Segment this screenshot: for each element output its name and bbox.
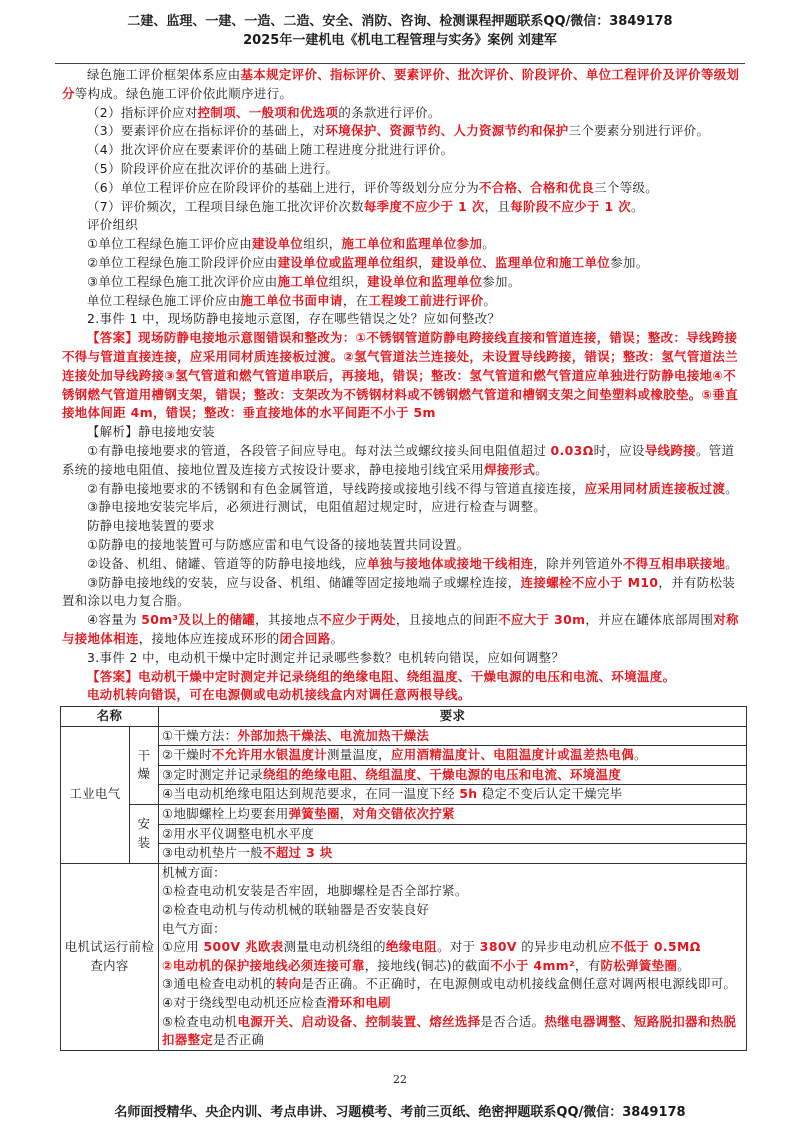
device-1: ①防静电的接地装置可与防感应雷和电气设备的接地装置共同设置。 — [87, 536, 470, 552]
analysis-3: ③静电接地安装完毕后，必须进行测试，电阻值超过规定时，应进行检查与调整。 — [87, 499, 547, 515]
org-title: 评价组织 — [87, 217, 139, 233]
elec-1: ①应用 500V 兆欧表测量电动机绕组的绝缘电阻。对于 380V 的异步电动机应不低于 0.5MΩ — [162, 939, 701, 955]
item-7: （7）评价频次，工程项目绿色施工批次评价次数每季度不应少于 1 次，且每阶段不应少于 1 次。 — [87, 198, 644, 214]
group-motor-precheck: 电机试运行前检查内容 — [61, 863, 159, 1050]
paragraph-framework: 绿色施工评价框架体系应由基本规定评价、指标评价、要素评价、批次评价、阶段评价、单位工程评价及评价等级划分等构成。绿色施工评价依此顺序进行。 — [62, 67, 740, 101]
header-line-1: 二建、监理、一建、一造、二造、安全、消防、咨询、检测课程押题联系QQ/微信：3849178 — [127, 14, 673, 29]
device-4: ④容量为 50m³及以上的储罐，其接地点不应少于两处，且接地点的间距不应大于 30m，并应在罐体底部周围对称与接地体相连，接地体应连接成环形的闭合回路。 — [62, 612, 739, 646]
analysis-2: ②有静电接地要求的不锈钢和有色金属管道，导线跨接或接地引线不得与管道直接连接，应采用同材质连接板过渡。 — [87, 480, 739, 496]
dry-4: ④当电动机绝缘电阻达到规范要求，在同一温度下经 5h 稳定不变后认定干燥完毕 — [159, 785, 747, 805]
question-2: 2.事件 1 中，现场防静电接地示意图，存在哪些错误之处？应如何整改？ — [87, 311, 501, 327]
answer-3-turn: 电动机转向错误，可在电源侧或电动机接线盒内对调任意两根导线。 — [87, 687, 471, 703]
header-line-2: 2025年一建机电《机电工程管理与实务》案例 刘建军 — [243, 33, 557, 48]
install-1: ①地脚螺栓上均要套用弹簧垫圈，对角交错依次拧紧 — [159, 805, 747, 825]
mech-1: ①检查电动机安装是否牢固，地脚螺栓是否全部拧紧。 — [162, 883, 468, 899]
page-number: 22 — [393, 1073, 407, 1086]
page-footer: 名师面授精华、央企内训、考点串讲、习题模考、考前三页纸、绝密押题联系QQ/微信：3849178 — [114, 1105, 686, 1120]
item-4: （4）批次评价应在要素评价的基础上随工程进度分批进行评价。 — [87, 142, 454, 158]
precheck-cell — [159, 863, 747, 1050]
table-row — [61, 805, 747, 825]
device-2: ②设备、机组、储罐、管道等的防静电接地线，应单独与接地体或接地干线相连，除并列管道外不得互相串联接地。 — [87, 555, 739, 571]
analysis-title: 【解析】静电接地安装 — [87, 424, 215, 440]
header-name: 名称 — [61, 707, 159, 727]
install-3: ③电动机垫片一般不超过 3 块 — [159, 844, 747, 864]
device-title: 防静电接地装置的要求 — [87, 518, 215, 534]
org-4: 单位工程绿色施工评价应由施工单位书面申请，在工程竣工前进行评价。 — [87, 292, 497, 308]
table-row — [61, 726, 747, 746]
dry-2: ②干燥时不允许用水银温度计测量温度，应用酒精温度计、电阻温度计或温差热电偶。 — [159, 746, 747, 766]
item-2: （2）指标评价应对控制项、一般项和优选项的条款进行评价。 — [87, 104, 441, 120]
dry-1: ①干燥方法：外部加热干燥法、电流加热干燥法 — [159, 726, 747, 746]
document-body — [62, 58, 744, 1051]
sub-install: 安装 — [130, 805, 159, 864]
elec-title: 电气方面： — [162, 920, 226, 936]
item-5: （5）阶段评价应在批次评价的基础上进行。 — [87, 160, 339, 176]
header-requirements: 要求 — [159, 707, 747, 727]
org-2: ②单位工程绿色施工阶段评价应由建设单位或监理单位组织，建设单位、监理单位和施工单位参加。 — [87, 254, 649, 270]
table-header-row — [61, 707, 747, 727]
org-3: ③单位工程绿色施工批次评价应由施工单位组织，建设单位和监理单位参加。 — [87, 273, 521, 289]
elec-5: ⑤检查电动机电源开关、启动设备、控制装置、熔丝选择是否合适。热继电器调整、短路脱扣器和热脱扣器整定是否正确 — [162, 1013, 737, 1048]
table-row — [61, 844, 747, 864]
elec-4: ④对于绕线型电动机还应检查滑环和电刷 — [162, 995, 391, 1010]
requirements-table — [60, 706, 747, 1051]
elec-2: ②电动机的保护接地线必须连接可靠，接地线(铜芯)的截面不小于 4mm²，有防松弹簧垫圈。 — [162, 957, 691, 973]
page-header — [0, 12, 800, 50]
question-3: 3.事件 2 中，电动机干燥中定时测定并记录哪些参数？电机转向错误，应如何调整？ — [87, 649, 565, 665]
group-industrial-electric: 工业电气 — [61, 726, 130, 863]
answer-3: 【答案】电动机干燥中定时测定并记录绕组的绝缘电阻、绕组温度、干燥电源的电压和电流、环境温度。 — [87, 668, 676, 684]
sub-drying: 干燥 — [130, 726, 159, 804]
mech-2: ②检查电动机与传动机械的联轴器是否安装良好 — [162, 902, 430, 918]
table-row — [61, 824, 747, 844]
table-row — [61, 863, 747, 1050]
table-row — [61, 765, 747, 785]
mech-title: 机械方面： — [162, 864, 226, 880]
table-row — [61, 785, 747, 805]
answer-2: 【答案】现场防静电接地示意图错误和整改为：①不锈钢管道防静电跨接线直接和管道连接，错误；整改：导线跨接不得与管道直接连接，应采用同材质连接板过渡。②氢气管道法兰连接处，未设置导线跨接，错误；整改：氢气管道法兰连接处加导线跨接③氢气管道和燃气管道串联后，再接地，错误；整改：氢气管道和燃气管道应单独进行防静电接地④不锈钢燃气管道用槽钢支架，错误；整改：支架改为不锈钢材料或不锈钢燃气管道和槽钢支架之间垫塑料或橡胶垫。⑤垂直接地体间距 4m，错误；整改：垂直接地体的水平间距不小于 5m — [62, 330, 739, 421]
table-row — [61, 746, 747, 766]
elec-3: ③通电检查电动机的转向是否正确。不正确时，在电源侧或电动机接线盒侧任意对调两根电源线即可。 — [162, 976, 737, 992]
org-1: ①单位工程绿色施工评价应由建设单位组织，施工单位和监理单位参加。 — [87, 236, 496, 252]
device-3: ③防静电接地线的安装，应与设备、机组、储罐等固定接地端子或螺栓连接，连接螺栓不应小于 M10，并有防松装置和涂以电力复合脂。 — [62, 574, 736, 609]
dry-3: ③定时测定并记录绕组的绝缘电阻、绕组温度、干燥电源的电压和电流、环境温度 — [159, 765, 747, 785]
item-3: （3）要素评价应在指标评价的基础上，对环境保护、资源节约、人力资源节约和保护三个要素分别进行评价。 — [87, 123, 710, 139]
install-2: ②用水平仪调整电机水平度 — [159, 824, 747, 844]
analysis-1: ①有静电接地要求的管道，各段管子间应导电。每对法兰或螺纹接头间电阻值超过 0.03Ω时，应设导线跨接。管道系统的接地电阻值、接地位置及连接方式按设计要求，静电接地引线宜采用焊接形式。 — [62, 442, 735, 477]
item-6: （6）单位工程评价应在阶段评价的基础上进行，评价等级划分应分为不合格、合格和优良三个等级。 — [87, 179, 659, 195]
